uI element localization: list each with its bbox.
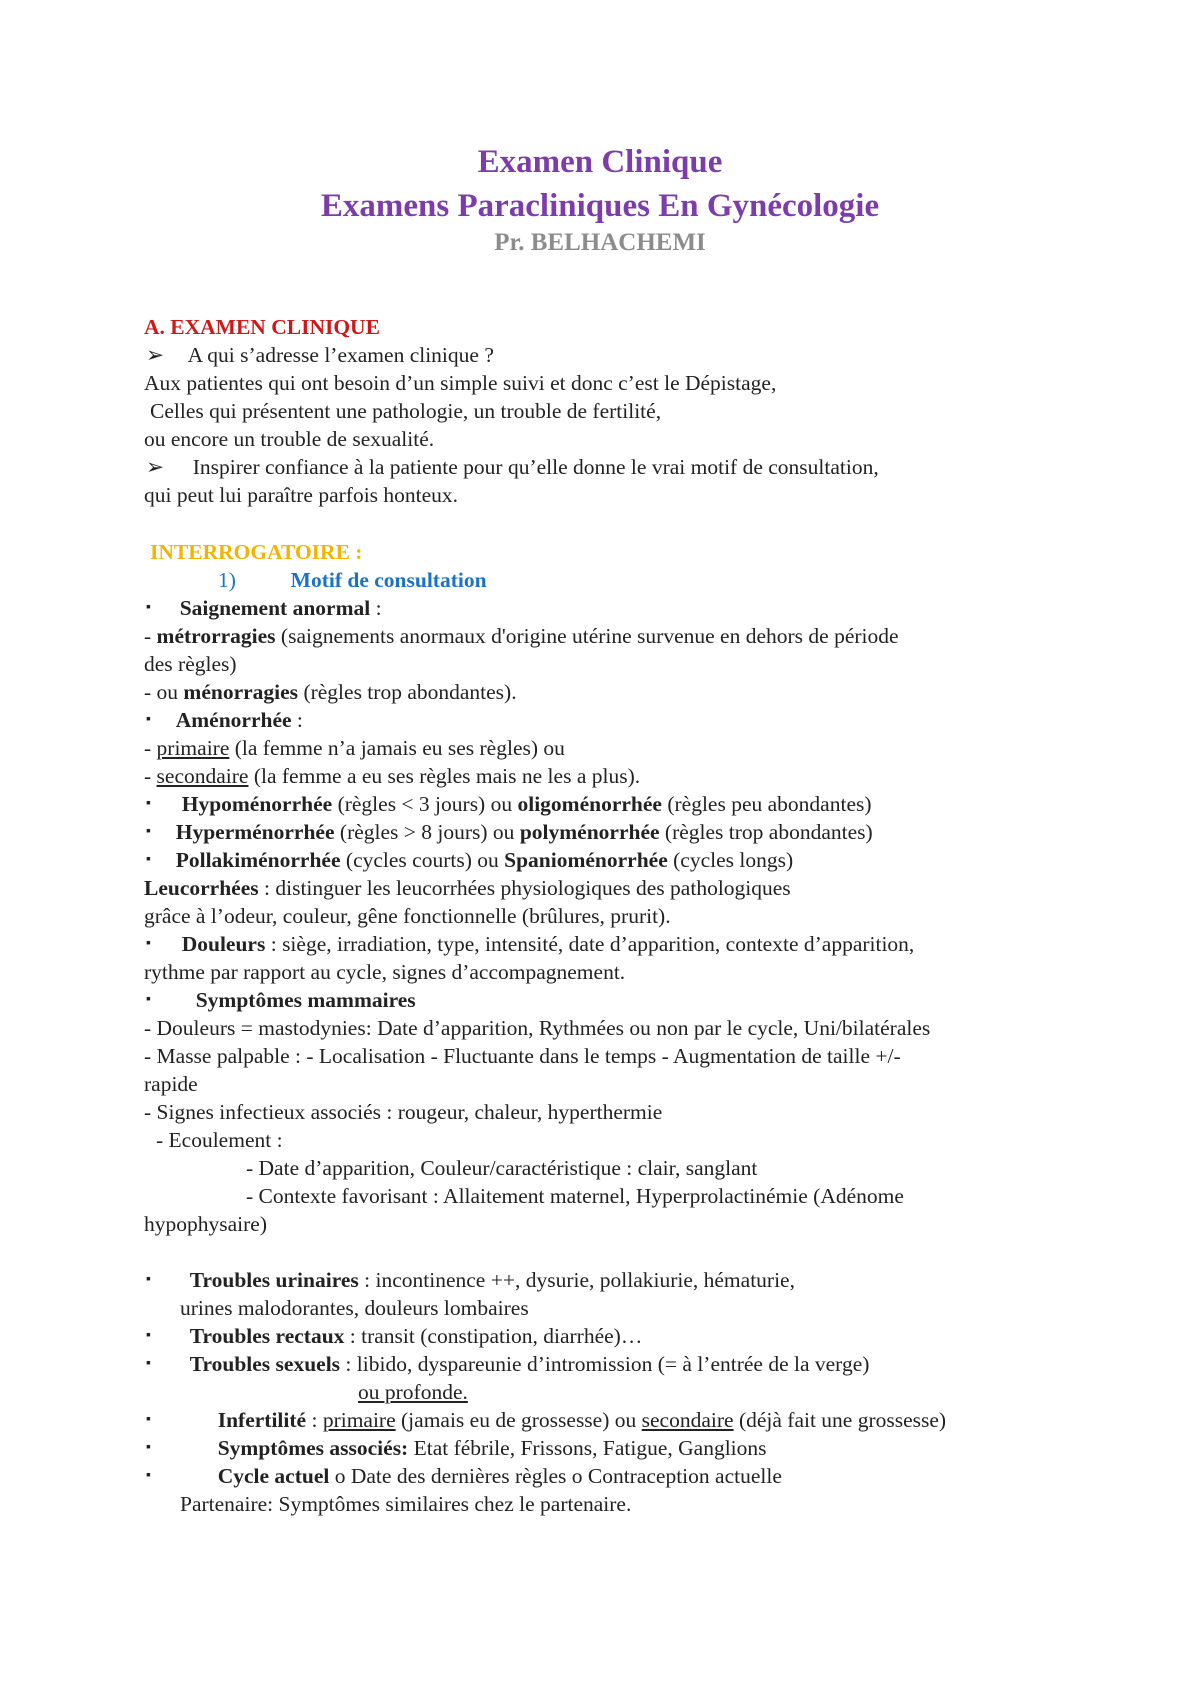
dash: - bbox=[144, 624, 157, 648]
item-pollakimenorrhee bbox=[146, 846, 793, 876]
square-bullet-icon: ▪ bbox=[146, 1412, 151, 1428]
doc-author: Pr. BELHACHEMI bbox=[494, 229, 706, 256]
mammaire-line-3: rapide bbox=[144, 1072, 198, 1096]
item-symptomes-mammaires bbox=[146, 986, 416, 1016]
item-saignement-term: Saignement anormal bbox=[179, 596, 371, 620]
item-partenaire: Partenaire: Symptômes similaires chez le partenaire. bbox=[180, 1492, 632, 1516]
item-troubles-sexuels bbox=[146, 1350, 869, 1380]
term-leucorrhees: Leucorrhées bbox=[144, 876, 259, 900]
subsection-number: 1) bbox=[218, 568, 236, 592]
item-hypermenorrhee bbox=[146, 818, 873, 848]
mammaire-line-7: - Contexte favorisant : Allaitement maternel, Hyperprolactinémie (Adénome bbox=[246, 1184, 904, 1208]
intro-question-2-text: Inspirer confiance à la patiente pour qu’elle donne le vrai motif de consultation, bbox=[192, 455, 879, 479]
text-oligomenorrhee: (règles peu abondantes) bbox=[661, 792, 872, 816]
intro-question-1-text: A qui s’adresse l’examen clinique ? bbox=[187, 343, 494, 367]
item-troubles-urinaires-cont: urines malodorantes, douleurs lombaires bbox=[180, 1296, 529, 1320]
intro-line-1: Aux patientes qui ont besoin d’un simple suivi et donc c’est le Dépistage, bbox=[144, 371, 777, 395]
item-saignement-text: : bbox=[370, 596, 382, 620]
term-cycle-actuel: Cycle actuel bbox=[217, 1464, 330, 1488]
dash: - bbox=[144, 736, 157, 760]
mammaire-line-1: - Douleurs = mastodynies: Date d’apparition, Rythmées ou non par le cycle, Uni/bilatérales bbox=[144, 1016, 931, 1040]
text-infertilite-primaire: (jamais eu de grossesse) ou bbox=[395, 1408, 642, 1432]
term-infertilite-secondaire: secondaire bbox=[641, 1408, 734, 1432]
intro-line-4: qui peut lui paraître parfois honteux. bbox=[144, 483, 459, 507]
intro-line-2: Celles qui présentent une pathologie, un trouble de fertilité, bbox=[150, 399, 662, 423]
item-leucorrhees-cont: grâce à l’odeur, couleur, gêne fonctionnelle (brûlures, prurit). bbox=[144, 904, 671, 928]
text-hypomenorrhee: (règles < 3 jours) ou bbox=[332, 792, 518, 816]
text-polymenorrhee: (règles trop abondantes) bbox=[659, 820, 873, 844]
mammaire-line-2: - Masse palpable : - Localisation - Fluctuante dans le temps - Augmentation de taille +/- bbox=[144, 1044, 901, 1068]
term-hypomenorrhee: Hypoménorrhée bbox=[181, 792, 333, 816]
dash: - ou bbox=[144, 680, 184, 704]
subsection-motif-text: Motif de consultation bbox=[290, 568, 487, 592]
intro-question-1 bbox=[146, 341, 494, 369]
square-bullet-icon: ▪ bbox=[146, 1440, 151, 1456]
square-bullet-icon: ▪ bbox=[146, 1272, 151, 1288]
item-primaire-text: (la femme n’a jamais eu ses règles) ou bbox=[229, 736, 565, 760]
item-secondaire-term: secondaire bbox=[156, 764, 249, 788]
square-bullet-icon: ▪ bbox=[146, 796, 151, 812]
term-pollakimenorrhee: Pollakiménorrhée bbox=[175, 848, 341, 872]
subsection-motif bbox=[218, 566, 487, 594]
text-troubles-urinaires: : incontinence ++, dysurie, pollakiurie, hématurie, bbox=[358, 1268, 795, 1292]
item-secondaire-text: (la femme a eu ses règles mais ne les a plus). bbox=[248, 764, 641, 788]
square-bullet-icon: ▪ bbox=[146, 1356, 151, 1372]
item-primaire bbox=[144, 734, 565, 762]
mammaire-line-8: hypophysaire) bbox=[144, 1212, 267, 1236]
item-leucorrhees bbox=[144, 874, 791, 902]
text-douleurs: : siège, irradiation, type, intensité, date d’apparition, contexte d’apparition, bbox=[265, 932, 915, 956]
doc-title-2: Examens Paracliniques En Gynécologie bbox=[320, 188, 880, 224]
intro-line-3: ou encore un trouble de sexualité. bbox=[144, 427, 435, 451]
item-symptomes-associes bbox=[146, 1434, 767, 1464]
term-infertilite-primaire: primaire bbox=[322, 1408, 396, 1432]
term-polymenorrhee: polyménorrhée bbox=[519, 820, 660, 844]
square-bullet-icon: ▪ bbox=[146, 1468, 151, 1484]
arrow-bullet-icon: ➢ bbox=[146, 343, 165, 367]
item-menorragies-text: (règles trop abondantes). bbox=[298, 680, 517, 704]
item-amenorrhee-text: : bbox=[291, 708, 303, 732]
item-cycle-actuel bbox=[146, 1462, 782, 1492]
item-menorragies-term: ménorragies bbox=[183, 680, 299, 704]
item-primaire-term: primaire bbox=[156, 736, 230, 760]
item-metrorragies-term: métrorragies bbox=[156, 624, 276, 648]
term-troubles-rectaux: Troubles rectaux bbox=[189, 1324, 345, 1348]
square-bullet-icon: ▪ bbox=[146, 712, 151, 728]
text-pollakimenorrhee: (cycles courts) ou bbox=[340, 848, 505, 872]
item-infertilite bbox=[146, 1406, 946, 1436]
text-cycle-actuel: o Date des dernières règles o Contraception actuelle bbox=[329, 1464, 782, 1488]
arrow-bullet-icon: ➢ bbox=[146, 455, 165, 479]
item-secondaire bbox=[144, 762, 640, 790]
term-douleurs: Douleurs bbox=[181, 932, 266, 956]
item-metrorragies-cont: des règles) bbox=[144, 652, 237, 676]
mammaire-line-6: - Date d’apparition, Couleur/caractéristique : clair, sanglant bbox=[246, 1156, 758, 1180]
square-bullet-icon: ▪ bbox=[146, 936, 151, 952]
text-troubles-sexuels: : libido, dyspareunie d’intromission (= à l’entrée de la verge) bbox=[340, 1352, 870, 1376]
item-saignement bbox=[146, 594, 382, 624]
term-symptomes-mammaires: Symptômes mammaires bbox=[195, 988, 416, 1012]
item-troubles-urinaires bbox=[146, 1266, 795, 1296]
text-infertilite-sep: : bbox=[306, 1408, 323, 1432]
intro-question-2 bbox=[146, 453, 879, 481]
dash: - bbox=[144, 764, 157, 788]
text-symptomes-associes: Etat fébrile, Frissons, Fatigue, Ganglions bbox=[408, 1436, 767, 1460]
item-amenorrhee bbox=[146, 706, 303, 736]
item-metrorragies-text: (saignements anormaux d'origine utérine survenue en dehors de période bbox=[275, 624, 899, 648]
term-infertilite: Infertilité bbox=[217, 1408, 307, 1432]
mammaire-line-4: - Signes infectieux associés : rougeur, chaleur, hyperthermie bbox=[144, 1100, 663, 1124]
item-douleurs-cont: rythme par rapport au cycle, signes d’accompagnement. bbox=[144, 960, 626, 984]
section-title-examen-clinique: A. EXAMEN CLINIQUE bbox=[144, 315, 380, 339]
item-hypomenorrhee bbox=[146, 790, 872, 820]
square-bullet-icon: ▪ bbox=[146, 992, 151, 1008]
square-bullet-icon: ▪ bbox=[146, 852, 151, 868]
square-bullet-icon: ▪ bbox=[146, 824, 151, 840]
term-oligomenorrhee: oligoménorrhée bbox=[517, 792, 662, 816]
item-douleurs bbox=[146, 930, 914, 960]
text-troubles-rectaux: : transit (constipation, diarrhée)… bbox=[344, 1324, 643, 1348]
item-troubles-sexuels-cont: ou profonde. bbox=[358, 1380, 468, 1404]
item-troubles-rectaux bbox=[146, 1322, 642, 1352]
doc-title-1: Examen Clinique bbox=[477, 144, 723, 180]
mammaire-line-5: - Ecoulement : bbox=[156, 1128, 283, 1152]
square-bullet-icon: ▪ bbox=[146, 600, 151, 616]
text-leucorrhees: : distinguer les leucorrhées physiologiques des pathologiques bbox=[258, 876, 791, 900]
item-menorragies bbox=[144, 678, 517, 706]
section-title-interrogatoire: INTERROGATOIRE : bbox=[150, 540, 363, 564]
term-spaniomenorrhee: Spanioménorrhée bbox=[504, 848, 668, 872]
term-troubles-sexuels: Troubles sexuels bbox=[189, 1352, 341, 1376]
text-infertilite-secondaire: (déjà fait une grossesse) bbox=[733, 1408, 947, 1432]
term-symptomes-associes: Symptômes associés: bbox=[217, 1436, 409, 1460]
item-metrorragies bbox=[144, 622, 899, 650]
square-bullet-icon: ▪ bbox=[146, 1328, 151, 1344]
text-hypermenorrhee: (règles > 8 jours) ou bbox=[334, 820, 520, 844]
item-amenorrhee-term: Aménorrhée bbox=[175, 708, 292, 732]
text-spaniomenorrhee: (cycles longs) bbox=[667, 848, 794, 872]
term-troubles-urinaires: Troubles urinaires bbox=[189, 1268, 359, 1292]
term-hypermenorrhee: Hyperménorrhée bbox=[175, 820, 335, 844]
